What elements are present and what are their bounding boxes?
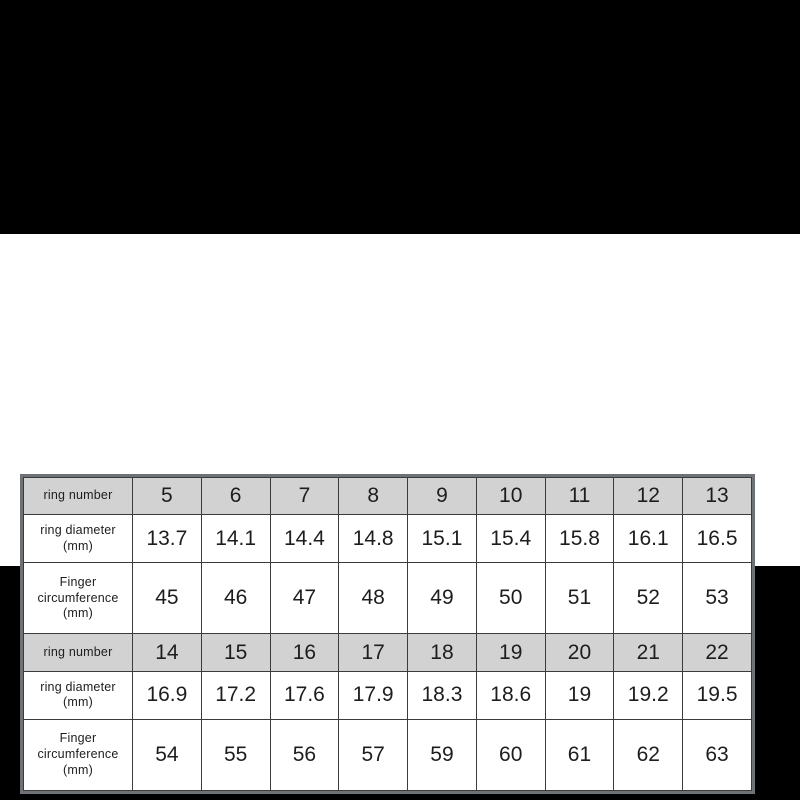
table-row (24, 671, 752, 719)
cell-ring-number: 11 (545, 478, 614, 515)
cell-ring-number: 10 (476, 478, 545, 515)
row-header-ring-number-1 (24, 478, 133, 515)
cell-ring-number: 13 (683, 478, 752, 515)
row-header-unit: (mm) (63, 538, 93, 553)
cell-ring-number: 21 (614, 634, 683, 671)
cell-ring-diameter: 13.7 (133, 515, 202, 563)
row-header-ring-number-2 (24, 634, 133, 671)
cell-ring-diameter: 16.9 (133, 671, 202, 719)
row-header-label: Finger circumference (37, 731, 119, 762)
cell-finger-circumference: 60 (476, 719, 545, 790)
cell-ring-diameter: 17.2 (201, 671, 270, 719)
cell-ring-number: 8 (339, 478, 408, 515)
cell-ring-number: 12 (614, 478, 683, 515)
cell-ring-diameter: 19 (545, 671, 614, 719)
cell-ring-number: 18 (408, 634, 477, 671)
cell-finger-circumference: 59 (408, 719, 477, 790)
cell-finger-circumference: 61 (545, 719, 614, 790)
cell-ring-diameter: 14.8 (339, 515, 408, 563)
table-row (24, 719, 752, 790)
cell-ring-diameter: 17.6 (270, 671, 339, 719)
row-header-ring-diameter-2 (24, 671, 133, 719)
row-header-finger-circumference-2 (24, 719, 133, 790)
row-header-finger-circumference-1 (24, 563, 133, 634)
row-header-label: ring diameter (40, 679, 116, 694)
cell-ring-number: 16 (270, 634, 339, 671)
row-header-unit: (mm) (63, 695, 93, 710)
cell-ring-diameter: 16.1 (614, 515, 683, 563)
cell-ring-number: 22 (683, 634, 752, 671)
cell-ring-diameter: 18.6 (476, 671, 545, 719)
cell-ring-diameter: 19.2 (614, 671, 683, 719)
cell-finger-circumference: 62 (614, 719, 683, 790)
cell-ring-diameter: 16.5 (683, 515, 752, 563)
cell-ring-number: 19 (476, 634, 545, 671)
cell-finger-circumference: 57 (339, 719, 408, 790)
cell-ring-number: 17 (339, 634, 408, 671)
cell-ring-number: 6 (201, 478, 270, 515)
row-header-label: ring number (43, 644, 113, 659)
cell-finger-circumference: 45 (133, 563, 202, 634)
table-row (24, 478, 752, 515)
row-header-unit: (mm) (63, 762, 93, 777)
cell-ring-number: 5 (133, 478, 202, 515)
cell-ring-diameter: 18.3 (408, 671, 477, 719)
row-header-label: ring number (43, 488, 113, 503)
table-row (24, 634, 752, 671)
cell-finger-circumference: 54 (133, 719, 202, 790)
row-header-label: ring diameter (40, 523, 116, 538)
cell-ring-diameter: 14.1 (201, 515, 270, 563)
cell-ring-number: 7 (270, 478, 339, 515)
table-row (24, 515, 752, 563)
cell-finger-circumference: 53 (683, 563, 752, 634)
cell-ring-number: 14 (133, 634, 202, 671)
cell-finger-circumference: 47 (270, 563, 339, 634)
chart-card (0, 234, 800, 777)
cell-finger-circumference: 51 (545, 563, 614, 634)
cell-finger-circumference: 63 (683, 719, 752, 790)
cell-ring-diameter: 15.8 (545, 515, 614, 563)
table-row (24, 563, 752, 634)
cell-ring-number: 15 (201, 634, 270, 671)
cell-finger-circumference: 50 (476, 563, 545, 634)
cell-ring-diameter: 19.5 (683, 671, 752, 719)
cell-finger-circumference: 46 (201, 563, 270, 634)
ring-size-table (23, 477, 752, 791)
ring-size-table-container (20, 474, 755, 794)
cell-ring-number: 9 (408, 478, 477, 515)
cell-finger-circumference: 48 (339, 563, 408, 634)
cell-ring-diameter: 14.4 (270, 515, 339, 563)
row-header-label: Finger circumference (37, 574, 119, 605)
row-header-unit: (mm) (63, 606, 93, 621)
cell-ring-number: 20 (545, 634, 614, 671)
cell-ring-diameter: 17.9 (339, 671, 408, 719)
cell-finger-circumference: 56 (270, 719, 339, 790)
cell-finger-circumference: 55 (201, 719, 270, 790)
row-header-ring-diameter-1 (24, 515, 133, 563)
cell-finger-circumference: 52 (614, 563, 683, 634)
cell-ring-diameter: 15.4 (476, 515, 545, 563)
cell-finger-circumference: 49 (408, 563, 477, 634)
cell-ring-diameter: 15.1 (408, 515, 477, 563)
